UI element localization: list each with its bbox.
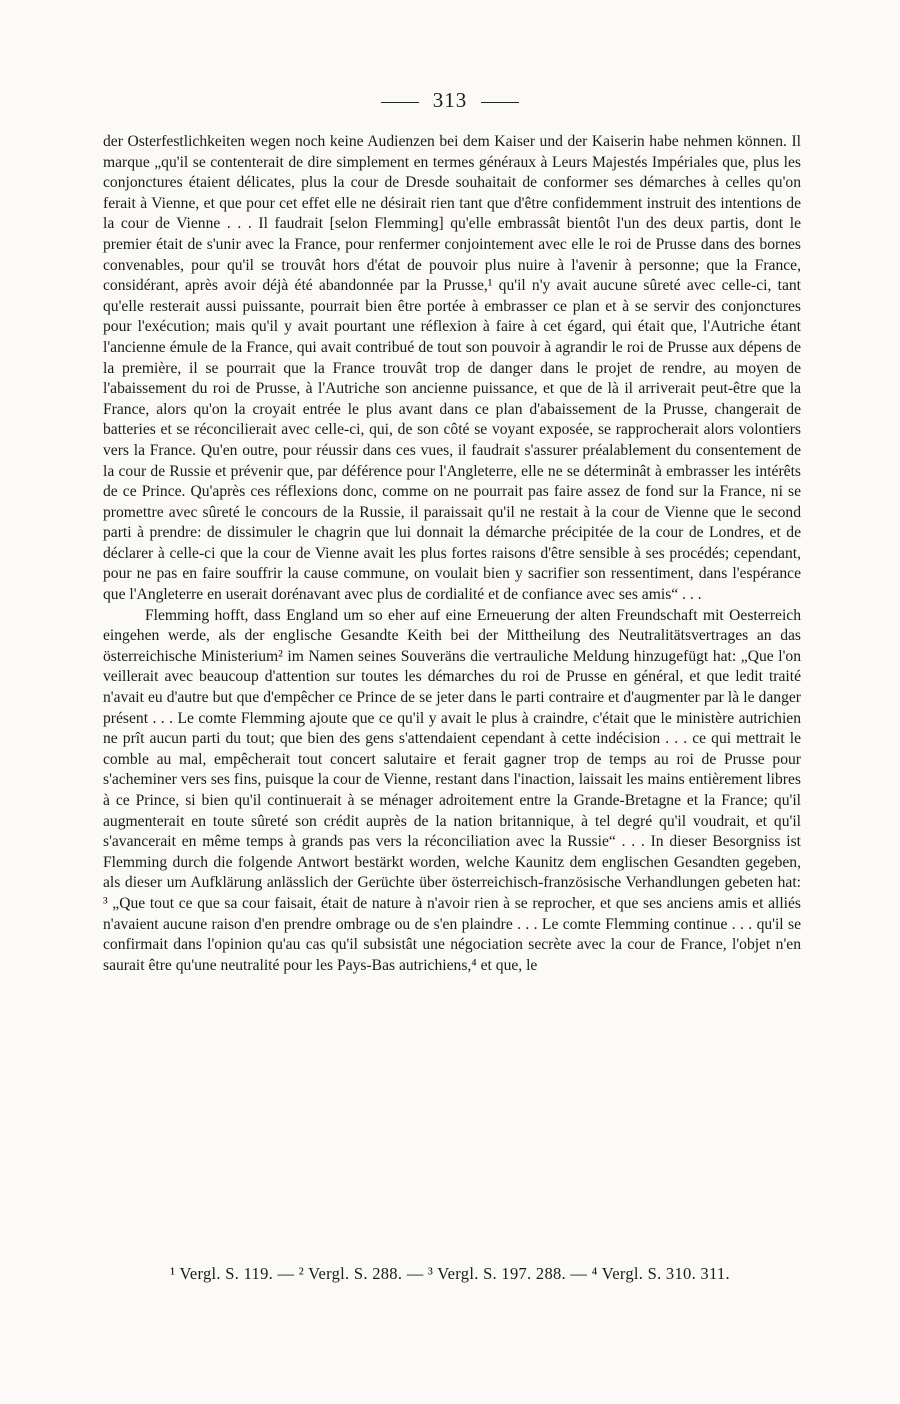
header-rule-right	[481, 102, 519, 103]
header-rule-left	[381, 102, 419, 103]
paragraph-flemming: Flemming hofft, dass England um so eher auf eine Erneuerung der alten Freundschaft mit Oesterreich eingehen werde, als der englische Gesandte Keith bei der Mittheilung des Neutralitätsvertrages an das österreichische Ministerium² im Namen seines Souveräns die vertrauliche Meldung hinzugefügt hat: „Que l'on veillerait avec beaucoup d'attention sur toutes les démarches du roi de Prusse en général, et que ledit traité n'avait eu d'autre but que d'empêcher ce Prince de se jeter dans le parti contraire et d'augmenter par là le danger présent . . . Le comte Flemming ajoute que ce qu'il y avait le plus à craindre, c'était que le ministère autrichien ne prît aucun parti du tout; que bien des gens s'attendaient cependant à cette indécision . . . ce qui mettrait le comble au mal, empêcherait tout concert salutaire et ferait gagner trop de temps au roi de Prusse pour s'acheminer vers ses fins, puisque la cour de Vienne, restant dans l'inaction, laissait les mains entièrement libres à ce Prince, si bien qu'il continuerait à se ménager adroitement entre la Grande-Bretagne et la France; qu'il augmenterait en toute sûreté son crédit auprès de la nation britannique, à tel degré qu'il voudrait, et qu'il s'avancerait en même temps à grands pas vers la réconciliation avec la Russie“ . . . In dieser Besorgniss ist Flemming durch die folgende Antwort bestärkt worden, welche Kaunitz dem englischen Gesandten gegeben, als dieser um Aufklärung anlässlich der Gerüchte über österreichisch-französische Verhandlungen gebeten hat: ³ „Que tout ce que sa cour faisait, était de nature à n'avoir rien à se reprocher, et que ses anciens amis et alliés n'avaient aucune raison d'en prendre ombrage ou de s'en plaindre . . . Le comte Flemming continue . . . qu'il se confirmait dans l'opinion qu'au cas qu'il subsistât une négociation secrète avec la cour de France, l'objet n'en saurait être qu'une neutralité pour les Pays-Bas autrichiens,⁴ et que, le	[103, 606, 801, 974]
paragraph-continued: der Osterfestlichkeiten wegen noch keine Audienzen bei dem Kaiser und der Kaiserin habe nehmen können. Il marque „qu'il se contenterait de dire simplement en termes généraux à Leurs Majestés Impériales que, plus les conjonctures étaient délicates, plus la cour de Dresde souhaitait de conformer ses démarches à celles qu'on ferait à Vienne, et que pour cet effet elle ne désirait rien tant que d'être confidemment instruit des intentions de la cour de Vienne . . . Il faudrait [selon Flemming] qu'elle embrassât bientôt l'un des deux partis, dont le premier était de s'unir avec la France, pour renfermer conjointement avec elle le roi de Prusse dans des bornes convenables, pour qu'il se trouvât hors d'état de pouvoir plus nuire à l'avenir à personne; que la France, considérant, après avoir déjà été abandonnée par la Prusse,¹ qu'il n'y avait aucune sûreté avec celle-ci, tant qu'elle resterait aussi puissante, pourrait bien être portée à embrasser ce plan et à se servir des conjonctures pour l'exécution; mais qu'il y avait pourtant une réflexion à faire à cet égard, qui était que, l'Autriche étant l'ancienne émule de la France, qui avait contribué de tout son pouvoir à agrandir le roi de Prusse aux dépens de la première, il se pourrait que la France trouvât trop de danger dans le projet de rendre, au moyen de l'abaissement du roi de Prusse, à l'Autriche son ancienne puissance, et que de là il arriverait peut-être que la France, alors qu'on la croyait entrée le plus avant dans ce plan d'abaissement de la Prusse, changerait de batteries et se réconcilierait avec celle-ci, qui, de son côté se voyant exposée, se rapprocherait alors volontiers vers la France. Qu'en outre, pour réussir dans ces vues, il faudrait s'assurer préalablement du consentement de la cour de Russie et prévenir que, par déférence pour l'Angleterre, elle ne se déterminât à embrasser les intérêts de ce Prince. Qu'après ces réflexions donc, comme on ne pourrait pas faire assez de fond sur la France, ni se promettre avec sûreté le concours de la Russie, il paraissait qu'il ne restait à la cour de Vienne que le second parti à prendre: de dissimuler le chagrin que lui donnait la démarche précipitée de la cour de Londres, et de déclarer à celle-ci que la cour de Vienne avait les plus fortes raisons d'être sensible à ses procédés; cependant, pour ne pas en faire souffrir la cause commune, on voulait bien y sacrifier son ressentiment, dans l'espérance que l'Angleterre en userait dorénavant avec plus de cordialité et de confiance avec ses amis“ . . .	[103, 133, 801, 604]
page-header	[0, 88, 900, 113]
body-text	[103, 132, 801, 976]
footnotes: ¹ Vergl. S. 119. — ² Vergl. S. 288. — ³ Vergl. S. 197. 288. — ⁴ Vergl. S. 310. 311.	[170, 1264, 730, 1283]
page-number: 313	[432, 88, 468, 112]
